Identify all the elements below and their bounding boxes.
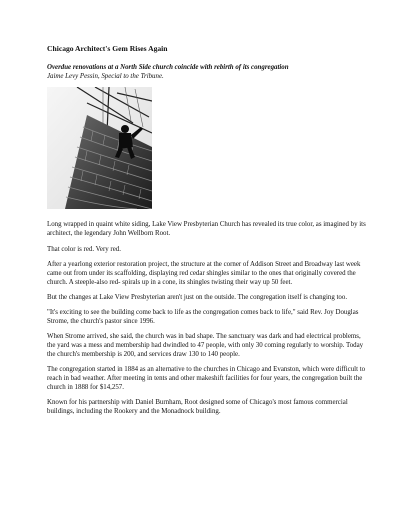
article-paragraph: "It's exciting to see the building come back to life as the congregation comes back to life," said Rev. Joy Douglas Strome, the church's pastor since 1996. <box>47 309 359 325</box>
article-headline: Chicago Architect's Gem Rises Again <box>47 44 168 53</box>
article-paragraph: When Strome arrived, she said, the church was in bad shape. The sanctuary was dark and had electrical problems, the yard was a mess and membership had dwindled to 47 people, with only 30 coming regularly to worship. Today the church's membership is 200, and services draw 130 to 140 people. <box>47 333 364 358</box>
church-steeple-photo <box>47 87 152 209</box>
article-paragraph: Long wrapped in quaint white siding, Lake View Presbyterian Church has revealed its true color, as imagined by its architect, the legendary John Wellborn Root. <box>47 221 366 238</box>
article-paragraph: After a yearlong exterior restoration project, the structure at the corner of Addison Street and Broadway last week came out from under its scaffolding, displaying red cedar shingles similar to the ones that originally covered the church. A steeple-also red- spirals up in a cone, its shingles twisting their way up 50 feet. <box>47 260 361 286</box>
article-body <box>47 221 366 417</box>
article-byline: Jaime Levy Pessin, Special to the Tribune. <box>47 72 164 80</box>
article-paragraph: The congregation started in 1884 as an alternative to the churches in Chicago and Evanston, which were difficult to reach in bad weather. After meeting in tents and other makeshift facilities for four years, the congregation built the church in 1888 for $14,257. <box>47 366 366 391</box>
article-paragraph: That color is red. Very red. <box>47 245 121 253</box>
article-dek: Overdue renovations at a North Side church coincide with rebirth of its congregation <box>47 64 289 72</box>
article-paragraph: But the changes at Lake View Presbyterian aren't just on the outside. The congregation itself is changing too. <box>47 293 348 301</box>
article-paragraph: Known for his partnership with Daniel Burnham, Root designed some of Chicago's most famous commercial buildings, including the Rookery and the Monadnock building. <box>47 399 348 416</box>
